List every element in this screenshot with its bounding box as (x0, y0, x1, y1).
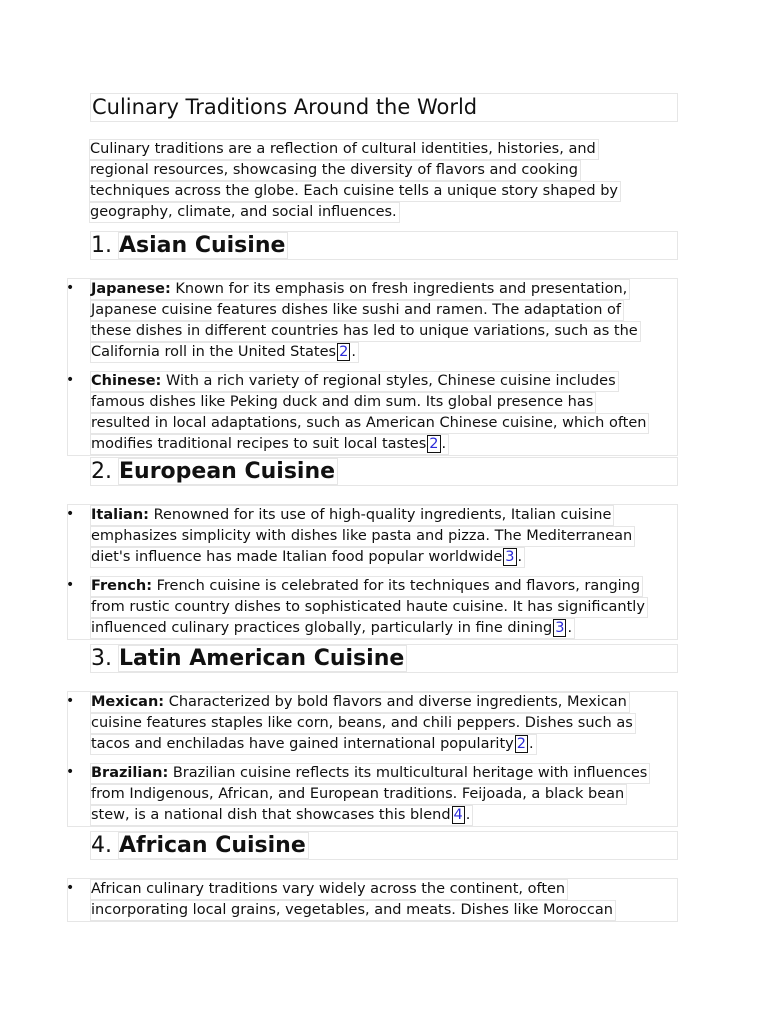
item-line: from rustic country dishes to sophisticated haute cuisine. It has significantly (90, 597, 648, 618)
section-heading-european (90, 457, 678, 486)
section-list-asian (67, 278, 678, 456)
item-line: from Indigenous, African, and European traditions. Feijoada, a black bean (90, 784, 627, 805)
intro-line: regional resources, showcasing the diversity of flavors and cooking (89, 160, 581, 181)
page-title: Culinary Traditions Around the World (90, 93, 678, 122)
bullet: • (66, 280, 75, 296)
section-heading-asian (90, 231, 678, 260)
item-line: tacos and enchiladas have gained international popularity 2 . (90, 734, 537, 755)
item-term: Italian: (91, 507, 149, 523)
list-item (68, 879, 677, 921)
citation-link[interactable]: 4 (453, 807, 463, 823)
item-line: Japanese cuisine features dishes like sushi and ramen. The adaptation of (90, 300, 624, 321)
citation-link[interactable]: 2 (429, 436, 439, 452)
item-line (90, 505, 614, 526)
item-term: Japanese: (91, 281, 171, 297)
item-line (90, 371, 619, 392)
bullet: • (66, 693, 75, 709)
list-item (68, 279, 677, 363)
list-item (68, 692, 677, 755)
item-text: Characterized by bold flavors and diverse ingredients, Mexican (164, 694, 627, 710)
bullet: • (66, 880, 75, 896)
section-number: 3. (91, 646, 112, 671)
bullet: • (66, 764, 75, 780)
item-text: Renowned for its use of high-quality ingredients, Italian cuisine (148, 507, 612, 523)
section-heading-african (90, 831, 678, 860)
item-line: famous dishes like Peking duck and dim sum. Its global presence has (90, 392, 596, 413)
item-line: resulted in local adaptations, such as American Chinese cuisine, which often (90, 413, 649, 434)
item-text: Known for its emphasis on fresh ingredients and presentation, (170, 281, 628, 297)
item-line (90, 576, 643, 597)
item-term: Brazilian: (91, 765, 169, 781)
intro-line: Culinary traditions are a reflection of cultural identities, histories, and (89, 139, 599, 160)
section-title: European Cuisine (118, 458, 338, 485)
item-term: French: (91, 578, 153, 594)
item-line: incorporating local grains, vegetables, and meats. Dishes like Moroccan (90, 900, 616, 921)
bullet: • (66, 372, 75, 388)
section-number: 2. (91, 459, 112, 484)
item-text: Brazilian cuisine reflects its multicultural heritage with influences (168, 765, 648, 781)
intro-line: geography, climate, and social influences. (89, 202, 400, 223)
item-term: Mexican: (91, 694, 165, 710)
list-item (68, 763, 677, 826)
item-line: diet's influence has made Italian food popular worldwide 3 . (90, 547, 525, 568)
intro-line: techniques across the globe. Each cuisine tells a unique story shaped by (89, 181, 621, 202)
citation-link[interactable]: 2 (339, 344, 349, 360)
bullet: • (66, 506, 75, 522)
section-number: 4. (91, 833, 112, 858)
section-heading-latin-american (90, 644, 678, 673)
intro-paragraph (90, 139, 678, 223)
item-text: French cuisine is celebrated for its techniques and flavors, ranging (152, 578, 641, 594)
item-line: cuisine features staples like corn, beans, and chili peppers. Dishes such as (90, 713, 636, 734)
citation-link[interactable]: 3 (505, 549, 515, 565)
item-line: these dishes in different countries has led to unique variations, such as the (90, 321, 641, 342)
section-title: African Cuisine (118, 832, 309, 859)
item-term: Chinese: (91, 373, 162, 389)
bullet: • (66, 577, 75, 593)
item-line: stew, is a national dish that showcases this blend 4 . (90, 805, 473, 826)
citation-link[interactable]: 2 (516, 736, 526, 752)
item-line: emphasizes simplicity with dishes like pasta and pizza. The Mediterranean (90, 526, 635, 547)
item-text: modifies traditional recipes to suit local tastes (91, 436, 427, 452)
item-text: With a rich variety of regional styles, Chinese cuisine includes (161, 373, 616, 389)
item-line (90, 763, 650, 784)
list-item (68, 371, 677, 455)
section-list-latin-american (67, 691, 678, 827)
section-number: 1. (91, 233, 112, 258)
item-text: California roll in the United States (91, 344, 337, 360)
item-line: California roll in the United States 2 . (90, 342, 359, 363)
list-item (68, 505, 677, 568)
item-text: tacos and enchiladas have gained international popularity (91, 736, 514, 752)
item-text: diet's influence has made Italian food popular worldwide (91, 549, 503, 565)
list-item (68, 576, 677, 639)
section-list-european (67, 504, 678, 640)
section-list-african (67, 878, 678, 922)
section-title: Asian Cuisine (118, 232, 288, 259)
item-text: influenced culinary practices globally, particularly in fine dining (91, 620, 553, 636)
section-title: Latin American Cuisine (118, 645, 407, 672)
item-line (90, 692, 630, 713)
item-line (90, 279, 630, 300)
item-line: modifies traditional recipes to suit local tastes 2 . (90, 434, 449, 455)
item-line: influenced culinary practices globally, particularly in fine dining 3 . (90, 618, 575, 639)
item-line: African culinary traditions vary widely across the continent, often (90, 879, 568, 900)
item-text: stew, is a national dish that showcases this blend (91, 807, 451, 823)
citation-link[interactable]: 3 (555, 620, 565, 636)
